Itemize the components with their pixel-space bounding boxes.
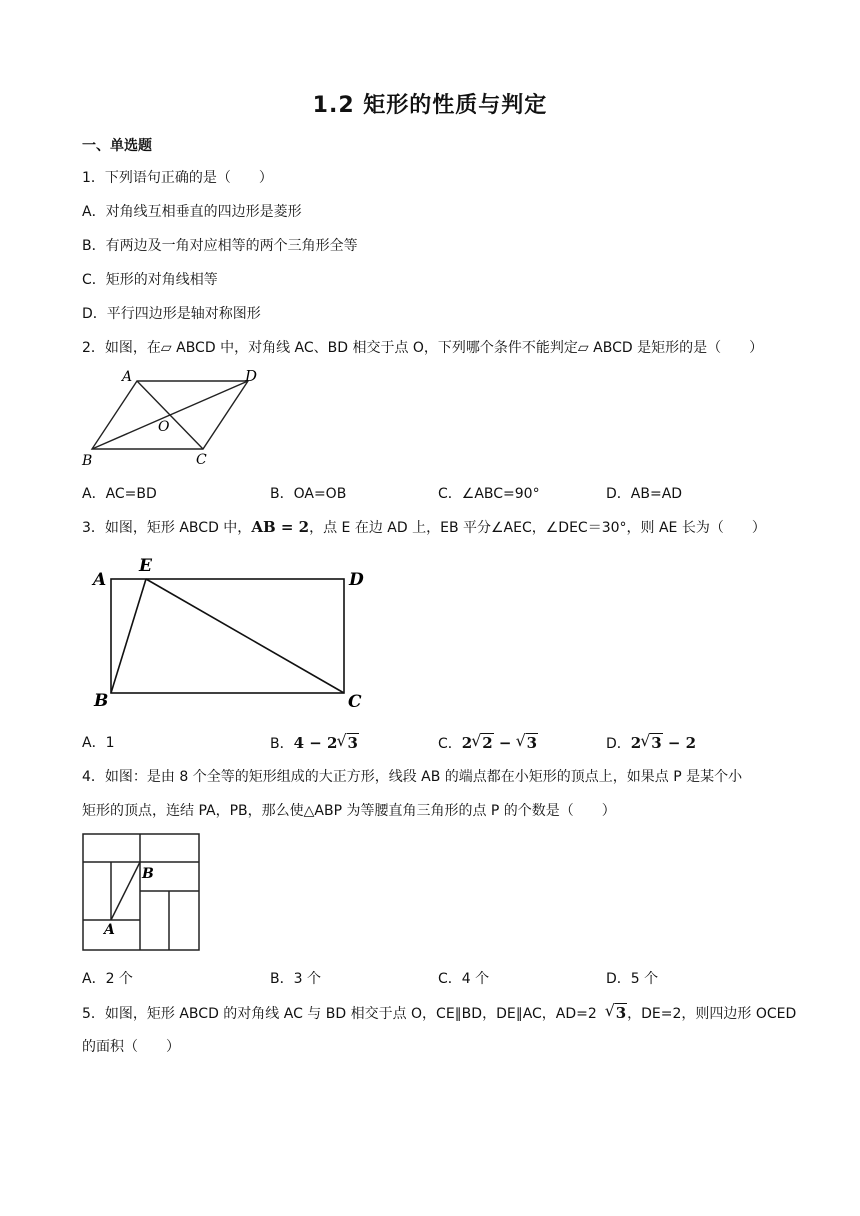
section-heading: 一、单选题 (82, 138, 152, 154)
question-2-option-c: C．∠ABC=90° (438, 486, 540, 502)
question-5-stem-line-2: 的面积（ ） (82, 1039, 180, 1055)
question-3-rectangle-figure (85, 552, 375, 712)
question-4-grid-figure (82, 833, 202, 953)
label-a: A (104, 922, 115, 938)
label-b: B (142, 866, 154, 882)
question-4-option-a: A．2 个 (82, 971, 133, 987)
question-3-option-a: A．1 (82, 735, 115, 751)
question-3-option-c: C．2√ 2 − √ 3 (438, 734, 538, 753)
question-1-stem: 1．下列语句正确的是（ ） (82, 170, 273, 186)
label-c: C (196, 452, 207, 468)
label-d: D (245, 367, 258, 385)
question-5-stem-line-1: 5．如图，矩形 ABCD 的对角线 AC 与 BD 相交于点 O，CE∥BD，DE∥AC，AD=2 √ 3，DE=2，则四边形 OCED (82, 1004, 796, 1023)
label-a: A (93, 570, 107, 590)
label-e: E (139, 556, 152, 576)
page-title: 1.2 矩形的性质与判定 (312, 93, 548, 118)
label-a: A (122, 369, 133, 385)
label-d: D (349, 570, 364, 590)
label-c: C (348, 692, 362, 712)
question-1-option-c: C．矩形的对角线相等 (82, 272, 218, 288)
question-2-option-d: D．AB=AD (606, 486, 683, 502)
question-4-option-b: B．3 个 (270, 971, 321, 987)
question-3-option-d: D．2√ 3 − 2 (606, 734, 696, 753)
label-b: B (94, 691, 109, 711)
question-1-option-a: A．对角线互相垂直的四边形是菱形 (82, 204, 302, 220)
question-3-stem: 3．如图，矩形 ABCD 中，AB = 2，点 E 在边 AD 上，EB 平分∠AEC，∠DEC＝30°，则 AE 长为（ ） (82, 518, 766, 536)
question-4-stem-line-2: 矩形的顶点，连结 PA，PB，那么使△ABP 为等腰直角三角形的点 P 的个数是（ ） (82, 803, 616, 819)
question-1-option-d: D．平行四边形是轴对称图形 (82, 306, 261, 322)
question-1-option-b: B．有两边及一角对应相等的两个三角形全等 (82, 238, 358, 254)
question-4-option-d: D．5 个 (606, 971, 659, 987)
question-2-stem: 2．如图，在▱ ABCD 中，对角线 AC、BD 相交于点 O，下列哪个条件不能判定▱ ABCD 是矩形的是（ ） (82, 340, 764, 356)
question-2-option-b: B．OA=OB (270, 486, 347, 502)
question-3-option-b: B．4 − 2√ 3 (270, 734, 359, 753)
question-4-stem-line-1: 4．如图：是由 8 个全等的矩形组成的大正方形，线段 AB 的端点都在小矩形的顶点上，如果点 P 是某个小 (82, 769, 743, 785)
question-2-parallelogram-figure (80, 367, 270, 470)
label-o: O (158, 419, 170, 435)
question-4-option-c: C．4 个 (438, 971, 490, 987)
question-2-option-a: A．AC=BD (82, 486, 157, 502)
label-b: B (82, 453, 93, 469)
